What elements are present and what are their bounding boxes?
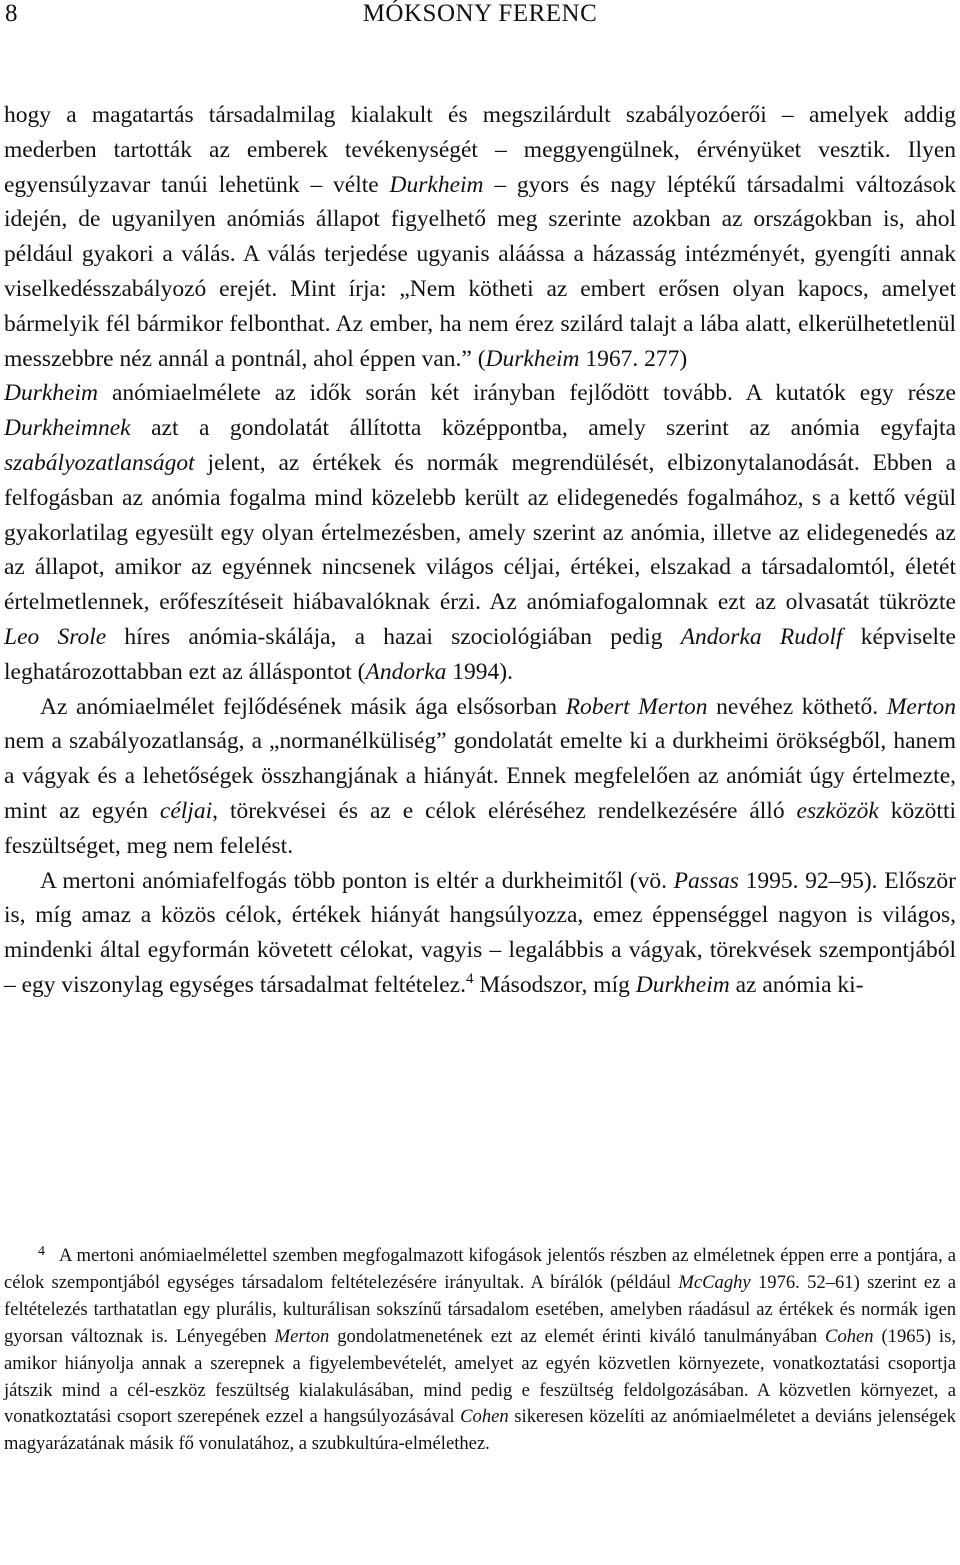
text-run: 1976. 52–61) szerint ez a feltételezés tarthatatlan egy plurális, kulturálisan sokszínű társadalom esetében, amelyben ráadásul az értékek és normák igen gyorsan változnak is. Lényegében: [4, 1271, 956, 1347]
italic-text: Passas: [673, 867, 739, 894]
text-run: híres anómia-skálája, a hazai szociológiában pedig: [106, 623, 681, 650]
text-run: (1965) is, amikor hiányolja annak a szerepnek a figyelembevételét, amelyet az egyén közvetlen környezete, vonatkoztatási csoportja játszik mind a cél-eszköz feszültség kialakulásában, mind pedig e feszültség feldolgozásában. A közvetlen környezet, a vonatkoztatási csoport szerepének ezzel a hangsúlyozásával: [4, 1325, 956, 1428]
italic-text: McCaghy: [678, 1271, 751, 1293]
italic-text: Durkheim: [4, 380, 98, 407]
text-run: közötti feszültséget, meg nem felelést.: [4, 797, 956, 859]
italic-text: Andorka Rudolf: [680, 623, 843, 650]
text-run: , törekvései és az e célok eléréséhez rendelkezésére álló: [212, 797, 797, 824]
paragraph: [4, 376, 956, 689]
body-text: [4, 98, 956, 1003]
italic-text: céljai: [159, 797, 213, 824]
italic-text: Durkheimnek: [4, 415, 131, 442]
italic-text: Durkheim: [485, 345, 580, 372]
text-run: nem a szabályozatlanság, a „normanélküliség” gondolatát emelte ki a durkheimi örökségből, hanem a vágyak és a lehetőségek összhangjának a hiányát. Ennek megfelelően az anómiát úgy értelmezte, mint az egyén: [4, 728, 956, 824]
running-head: MÓKSONY FERENC: [362, 0, 598, 27]
text-run: Másodszor, míg: [473, 971, 636, 998]
text-run: az anómia ki-: [729, 971, 864, 998]
italic-text: Cohen: [460, 1406, 509, 1428]
paragraph: [4, 690, 956, 864]
text-run: 1994).: [446, 658, 513, 685]
page-header: [0, 0, 960, 38]
italic-text: Cohen: [825, 1325, 874, 1347]
text-run: 1967. 277): [579, 345, 688, 372]
footnote-reference: 4: [465, 970, 474, 987]
italic-text: Merton: [886, 693, 957, 720]
text-run: hogy a magatartás társadalmilag kialakult és megszilárdult szabályozóerői – amelyek addig mederben tartották az emberek tevékenységét – meggyengülnek, érvényüket vesztik. Ilyen egyensúlyzavar tanúi lehetünk – vélte: [4, 102, 956, 198]
italic-text: eszközök: [796, 797, 879, 824]
paragraph: [4, 98, 956, 376]
text-run: sikeresen közelíti az anómiaelméletet a deviáns jelenségek magyarázatának másik fő vonulatához, a szubkultúra-elmélethez.: [4, 1406, 956, 1455]
text-run: Az anómiaelmélet fejlődésének másik ága elsősorban: [40, 693, 566, 720]
italic-text: Durkheim: [635, 971, 730, 998]
text-run: A mertoni anómiaelmélettel szemben megfogalmazott kifogások jelentős részben az elméletnek éppen erre a pontjára, a célok szempontjából egységes társadalom feltételezésére irányultak. A bírálók (például: [4, 1245, 956, 1293]
italic-text: Durkheim: [389, 171, 484, 198]
text-run: anómiaelmélete az idők során két irányban fejlődött tovább. A kutatók egy része: [97, 380, 956, 407]
text-run: képviselte leghatározottabban ezt az álláspontot (: [4, 623, 956, 685]
text-run: A mertoni anómiafelfogás több ponton is eltér a durkheimitől (vö.: [40, 867, 674, 894]
italic-text: Merton: [274, 1325, 330, 1347]
italic-text: Andorka: [365, 658, 447, 685]
text-run: jelent, az értékek és normák megrendülését, elbizonytalanodását. Ebben a felfogásban az anómia fogalma mind közelebb került az elidegenedés fogalmához, s a kettő végül gyakorlatilag egyesült egy olyan értelmezésben, amely szerint az anómia, illetve az elidegenedés az az állapot, amikor az egyénnek nincsenek világos céljai, értékei, elszakad a társadalomtól, életét értelmetlennek, erőfeszítéseit hiábavalóknak érzi. Az anómiafogalomnak ezt az olvasatát tükrözte: [4, 449, 956, 616]
footnote-text: [4, 1245, 956, 1454]
italic-text: Leo Srole: [4, 623, 107, 650]
text-run: gondolatmenetének ezt az elemét érinti kiváló tanulmányában: [329, 1325, 826, 1347]
footnote-marker: 4: [38, 1244, 45, 1259]
text-run: – gyors és nagy léptékű társadalmi változások idején, de ugyanilyen anómiás állapot figyelhető meg szerinte azokban az országokban is, ahol például gyakori a válás. A válás terjedése ugyanis aláássa a házasság intézményét, gyengíti annak viselkedésszabályozó erejét. Mint írja: „Nem kötheti az embert erősen olyan kapocs, amelyet bármelyik fél bármikor felbonthat. Az ember, ha nem érez szilárd talajt a lába alatt, elkerülhetetlenül messzebbre néz annál a pontnál, ahol éppen van.” (: [4, 171, 956, 372]
paragraph: [4, 864, 956, 1003]
footnote: [4, 1243, 956, 1458]
text-run: 1995. 92–95). Először is, míg amaz a közös célok, értékek hiányát hangsúlyozza, emez éppenséggel nagyon is világos, mindenki által egyformán követett célokat, vagyis – legalábbis a vágyak, törekvések szempontjából – egy viszonylag egységes társadalmat feltételez.: [4, 867, 956, 998]
page-number: 8: [5, 0, 18, 27]
italic-text: szabályozatlanságot: [4, 449, 195, 476]
footnotes: [4, 1243, 956, 1458]
text-run: nevéhez köthető.: [707, 693, 887, 720]
text-run: azt a gondolatát állította középpontba, amely szerint az anómia egyfajta: [130, 415, 956, 442]
italic-text: Robert Merton: [565, 693, 708, 720]
